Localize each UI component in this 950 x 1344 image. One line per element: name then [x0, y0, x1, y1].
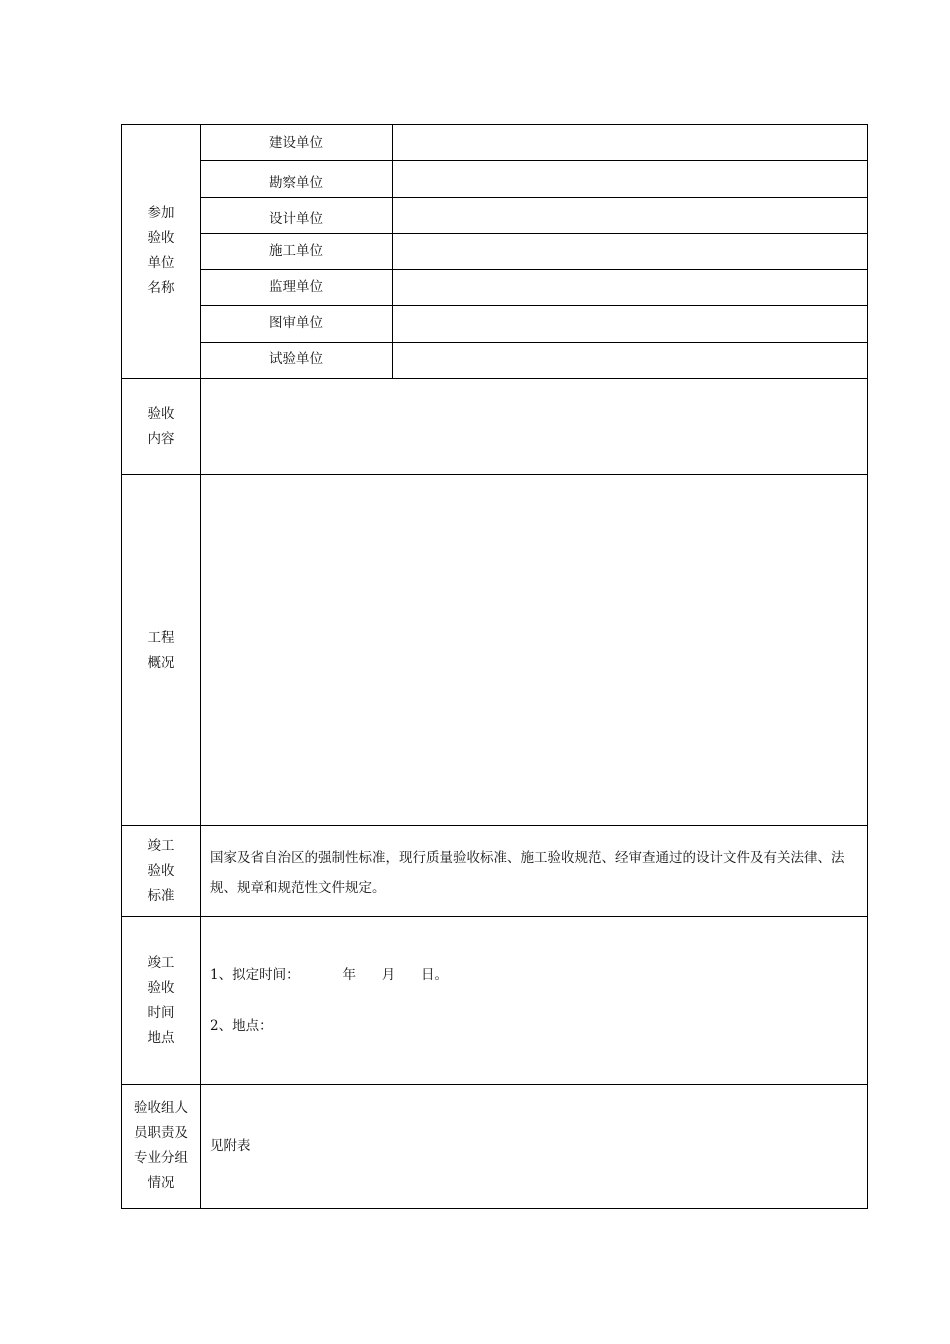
- unit-label-drawing-review: 图审单位: [269, 315, 323, 331]
- overview-field[interactable]: [201, 475, 867, 825]
- unit-label-survey: 勘察单位: [269, 175, 323, 191]
- schedule-time: 1、拟定时间： 年 月 日。: [210, 967, 448, 983]
- section-divider: [122, 825, 867, 826]
- unit-field-design[interactable]: [393, 198, 867, 233]
- unit-field-drawing-review[interactable]: [393, 306, 867, 342]
- standard-label: 竣工 验收 标准: [147, 838, 175, 904]
- unit-label-testing: 试验单位: [269, 351, 323, 367]
- schedule-label: 竣工 验收 时间 地点: [147, 955, 175, 1046]
- unit-label-design: 设计单位: [269, 211, 323, 227]
- acceptance-form-table: [121, 124, 868, 1209]
- participants-label: 参加 验收 单位 名称: [147, 205, 175, 296]
- unit-field-testing[interactable]: [393, 343, 867, 378]
- unit-label-contractor: 施工单位: [269, 243, 323, 259]
- unit-field-construction[interactable]: [393, 125, 867, 160]
- standard-text: 国家及省自治区的强制性标准，现行质量验收标准、施工验收规范、经审查通过的设计文件及有关法律、法规、规章和规范性文件规定。: [210, 850, 845, 896]
- content-label: 验收 内容: [147, 406, 175, 447]
- section-divider: [122, 916, 867, 917]
- unit-field-survey[interactable]: [393, 161, 867, 197]
- team-value: 见附表: [210, 1138, 251, 1154]
- overview-label: 工程 概况: [147, 630, 175, 671]
- unit-field-contractor[interactable]: [393, 234, 867, 269]
- team-label: 验收组人 员职责及 专业分组 情况: [134, 1100, 188, 1191]
- unit-label-construction: 建设单位: [269, 135, 323, 151]
- schedule-place: 2、地点：: [210, 1018, 273, 1034]
- unit-label-supervision: 监理单位: [269, 279, 323, 295]
- section-divider: [122, 1084, 867, 1085]
- unit-field-supervision[interactable]: [393, 270, 867, 305]
- content-field[interactable]: [201, 379, 867, 474]
